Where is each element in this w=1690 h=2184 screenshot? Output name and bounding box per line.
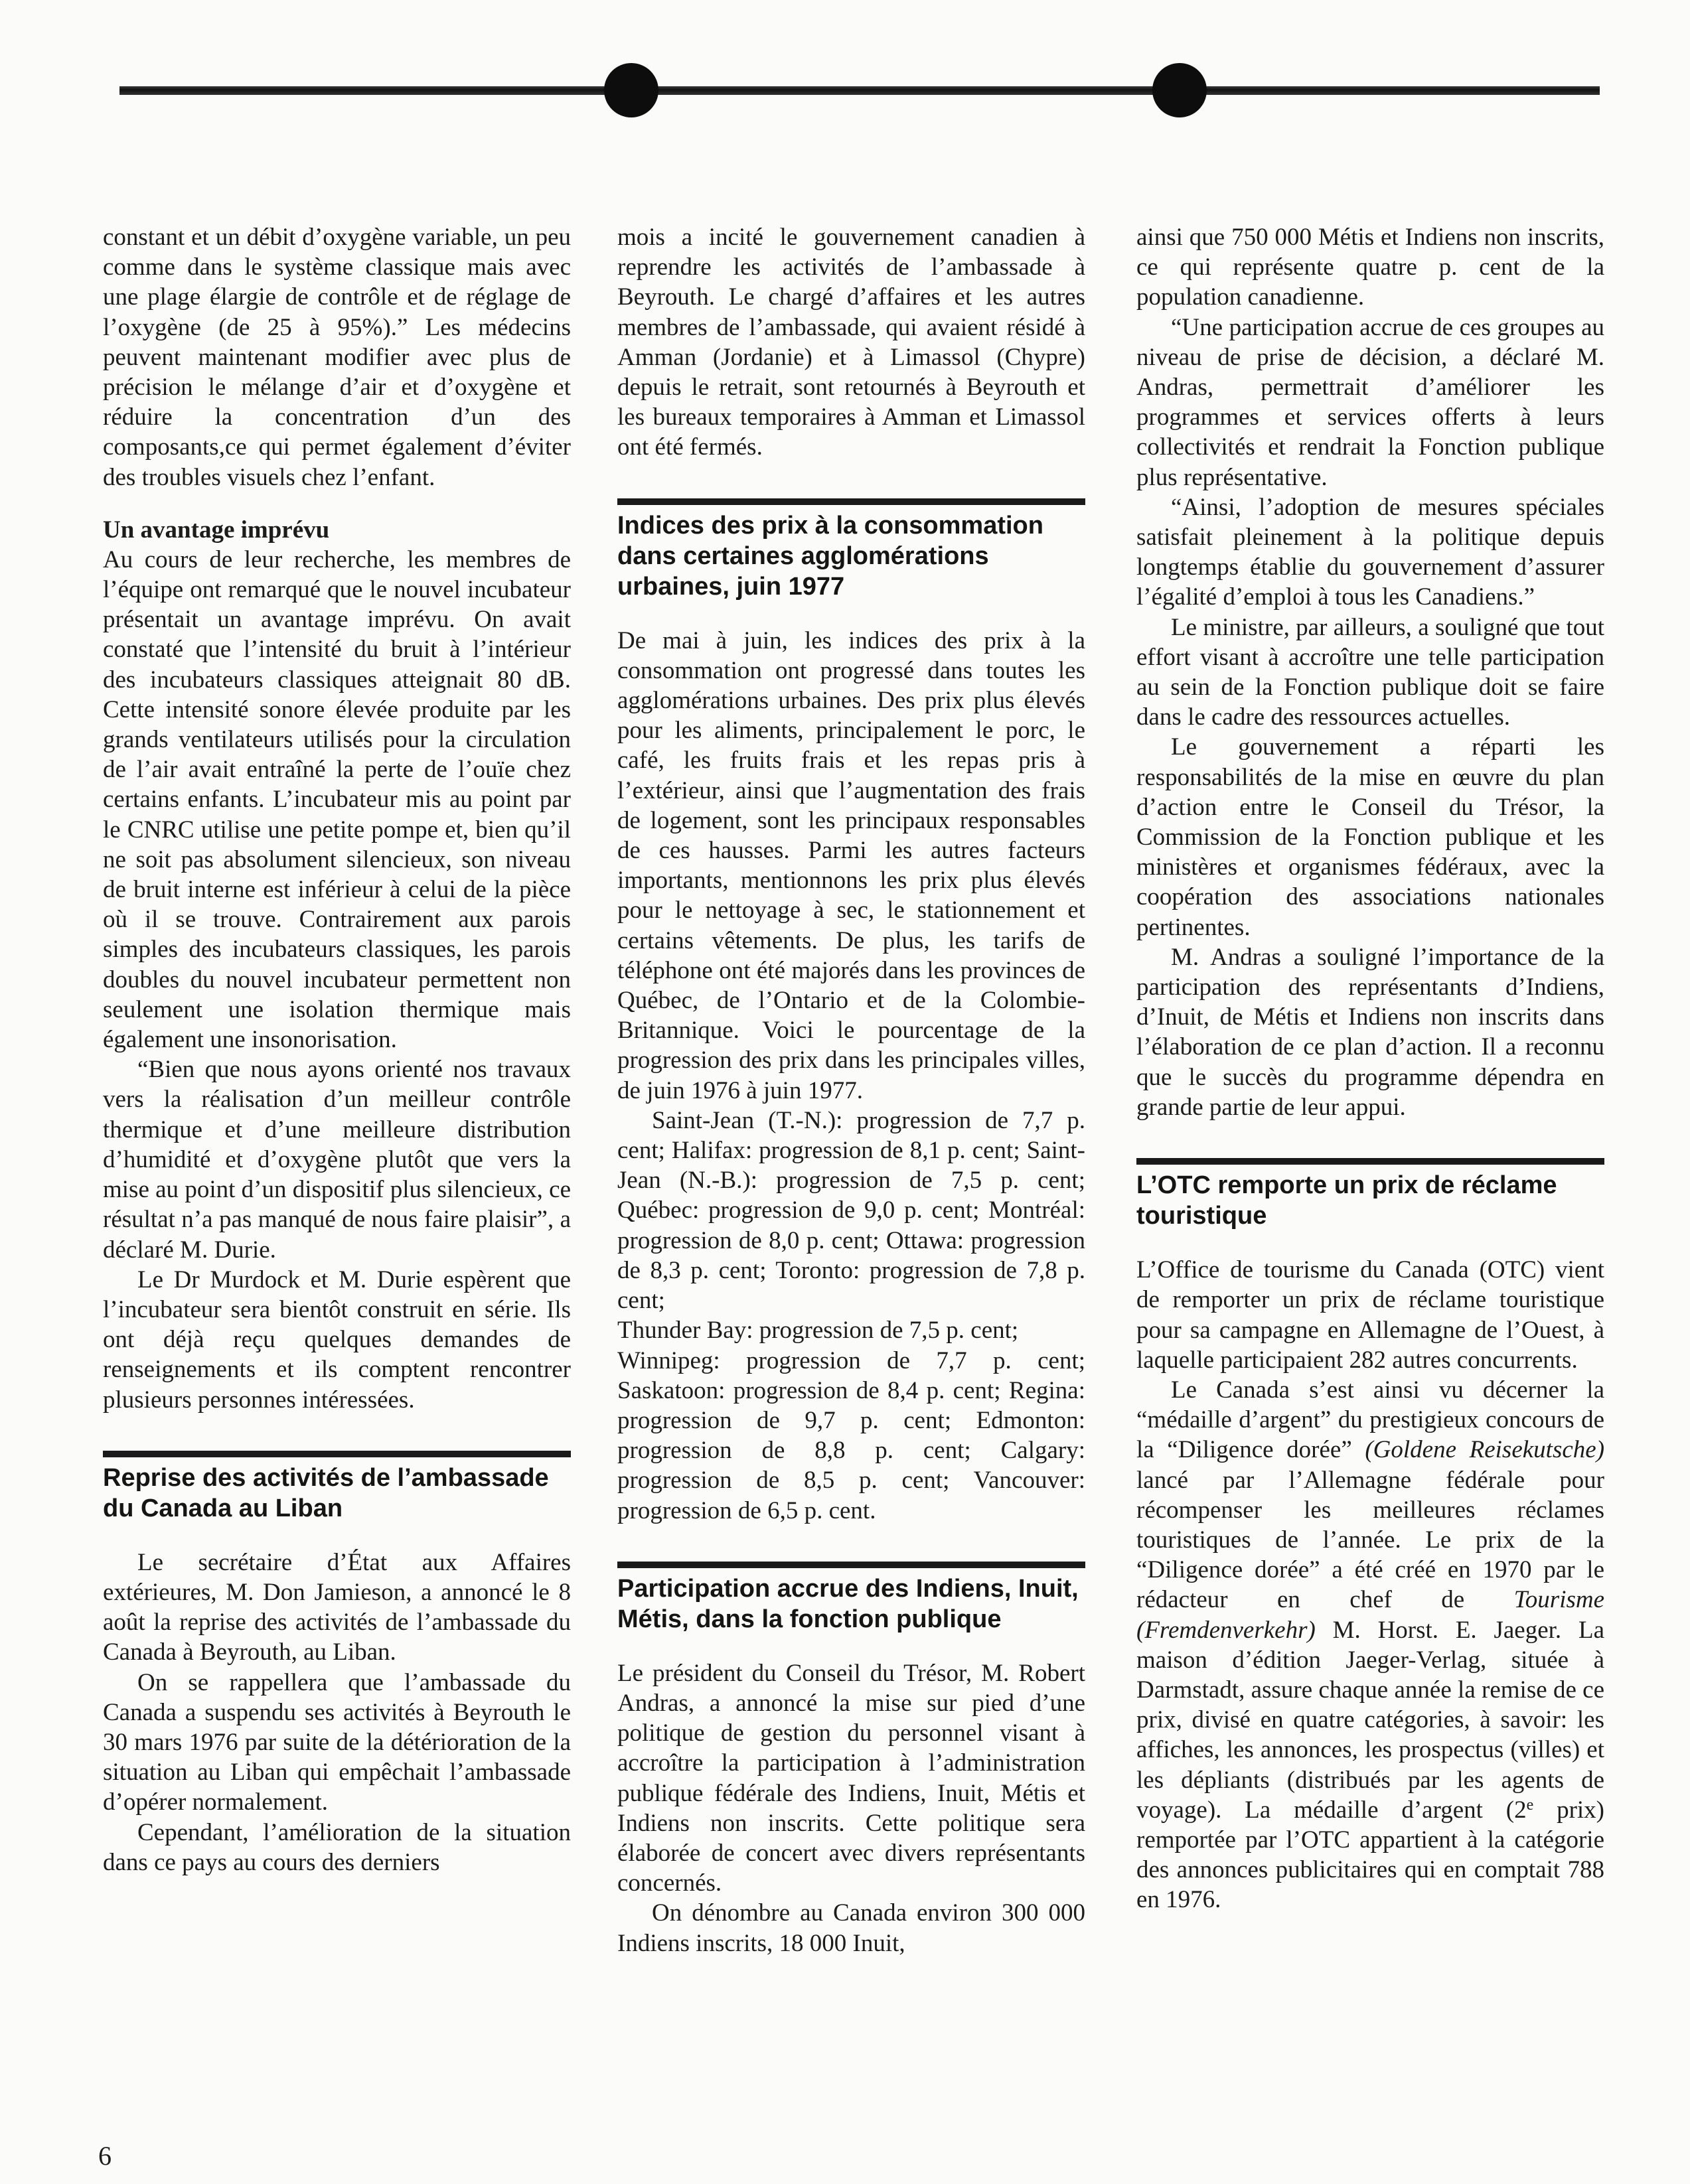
paragraph: “Une participation accrue de ces groupes au niveau de prise de décision, a déclaré M. Andras, permettrait d’améliorer les programmes et services offerts à leurs collectivités et rendrait la Fonction publique plus représentative. (1136, 313, 1604, 491)
paragraph: Le ministre, par ailleurs, a souligné que tout effort visant à accroître une telle participation au sein de la Fonction publique doit se faire dans le cadre des ressources actuelles. (1136, 613, 1604, 731)
article-liban (103, 1451, 571, 1877)
article-headline: Indices des prix à la consommation dans certaines agglomérations urbaines, juin 1977 (617, 511, 1043, 601)
superscript: e (1526, 1796, 1534, 1814)
article-headline: L’OTC remporte un prix de réclame touristique (1136, 1171, 1557, 1230)
text-run: lancé par l’Allemagne fédérale pour récompenser les meilleures réclames touristiques de l’année. Le prix de la “Diligence dorée” a été créé en 1970 par le rédacteur en chef de (1136, 1466, 1604, 1614)
header-dot-right (1152, 63, 1207, 117)
text-run: M. Horst. E. Jaeger. La maison d’édition Jaeger-Verlag, située à Darmstadt, assure chaque année la remise de ce prix, divisé en quatre catégories, à savoir: les affiches, les annonces, les prospectus (villes) et les dépliants (distribués par les agents de voyage). La médaille d’argent (2 (1136, 1616, 1604, 1824)
paragraph: “Ainsi, l’adoption de mesures spéciales satisfait pleinement à la politique depuis longtemps établie du gouvernement d’assurer l’égalité d’emploi à tous les Canadiens.” (1136, 493, 1604, 611)
article-headline: Participation accrue des Indiens, Inuit, Métis, dans la fonction publique (617, 1574, 1079, 1633)
section-rule (617, 1562, 1085, 1568)
column-2 (617, 222, 1085, 1958)
paragraph: Le Dr Murdock et M. Durie espèrent que l’incubateur sera bientôt construit en série. Ils ont déjà reçu quelques demandes de renseignements et ils comptent rencontrer plusieurs personnes intéressées. (103, 1266, 571, 1414)
header-rule (119, 86, 1600, 95)
section-rule (1136, 1158, 1604, 1165)
paragraph: Winnipeg: progression de 7,7 p. cent; Saskatoon: progression de 8,4 p. cent; Regina: progression de 9,7 p. cent; Edmonton: progression de 8,8 p. cent; Calgary: progression de 8,5 p. cent; Vancouver: progression de 6,5 p. cent. (617, 1347, 1085, 1524)
paragraph: De mai à juin, les indices des prix à la consommation ont progressé dans toutes les agglomérations urbaines. Des prix plus élevés pour les aliments, principalement le porc, le café, les fruits frais et les repas pris à l’extérieur, ainsi que l’augmentation des frais de logement, sont les principaux responsables de ces hausses. Parmi les autres facteurs importants, mentionnons les prix plus élevés pour le nettoyage à sec, le stationnement et certains vêtements. De plus, les tarifs de téléphone ont été majorés dans les provinces de Québec, de l’Ontario et de la Colombie-Britannique. Voici le pourcentage de la progression des prix dans les principales villes, de juin 1976 à juin 1977. (617, 626, 1085, 1104)
italic-title: (Goldene Reisekutsche) (1365, 1436, 1605, 1464)
subheading: Un avantage imprévu (103, 516, 330, 544)
header-dot-left (604, 63, 658, 117)
section-rule (617, 498, 1085, 505)
article-otc (1136, 1158, 1604, 1915)
page-number: 6 (98, 2141, 112, 2171)
article-headline: Reprise des activités de l’ambassade du Canada au Liban (103, 1463, 549, 1522)
text-run: Le Canada s’est ainsi vu décerner la “médaille d’argent” du prestigieux concours de la “Diligence dorée” (1136, 1376, 1604, 1464)
paragraph (1136, 1375, 1604, 1915)
italic-title: Tourisme (Fremdenverkehr) (1136, 1586, 1605, 1644)
text-run: prix) remportée par l’OTC appartient à la catégorie des annonces publicitaires qui en comptait 788 en 1976. (1136, 1796, 1605, 1914)
paragraph: Le gouvernement a réparti les responsabilités de la mise en œuvre du plan d’action entre le Conseil du Trésor, la Commission de la Fonction publique et les ministères et organismes fédéraux, avec la coopération des associations nationales pertinentes. (1136, 733, 1604, 941)
paragraph: constant et un débit d’oxygène variable, un peu comme dans le système classique mais avec une plage élargie de contrôle et de réglage de l’oxygène (de 25 à 95%).” Les médecins peuvent maintenant modifier avec plus de précision le mélange d’air et d’oxygène et réduire la concentration d’un des composants,ce qui permet également d’éviter des troubles visuels chez l’enfant. (103, 224, 571, 491)
paragraph: Le secrétaire d’État aux Affaires extérieures, M. Don Jamieson, a annoncé le 8 août la reprise des activités de l’ambassade du Canada à Beyrouth, au Liban. (103, 1548, 571, 1666)
paragraph: L’Office de tourisme du Canada (OTC) vient de remporter un prix de réclame touristique pour sa campagne en Allemagne de l’Ouest, à laquelle participaient 282 autres concurrents. (1136, 1256, 1604, 1374)
paragraph: Au cours de leur recherche, les membres de l’équipe ont remarqué que le nouvel incubateur présentait un avantage imprévu. On avait constaté que l’intensité du bruit à l’intérieur des incubateurs classiques atteignait 80 dB. Cette intensité sonore élevée produite par les grands ventilateurs utilisés pour la circulation de l’air avait entraîné la perte de l’ouïe chez certains enfants. L’incubateur mis au point par le CNRC utilise une petite pompe et, bien qu’il ne soit pas absolument silencieux, son niveau de bruit interne est inférieur à celui de la pièce où il se trouve. Contrairement aux parois simples des incubateurs classiques, les parois doubles du nouvel incubateur permettent non seulement une isolation thermique mais également une insonorisation. (103, 546, 571, 1054)
paragraph: Le président du Conseil du Trésor, M. Robert Andras, a annoncé la mise sur pied d’une politique de gestion du personnel visant à accroître la participation à l’administration publique fédérale des Indiens, Inuit, Métis et Indiens non inscrits. Cette politique sera élaborée de concert avec divers représentants concernés. (617, 1659, 1085, 1897)
paragraph: M. Andras a souligné l’importance de la participation des représentants d’Indiens, d’Inuit, de Métis et Indiens non inscrits dans l’élaboration de ce plan d’action. Il a reconnu que le succès du programme dépendra en grande partie de leur appui. (1136, 943, 1604, 1121)
paragraph: On se rappellera que l’ambassade du Canada a suspendu ses activités à Beyrouth le 30 mars 1976 par suite de la détérioration de la situation au Liban qui empêchait l’ambassade d’opérer normalement. (103, 1668, 571, 1816)
article-participation (617, 1562, 1085, 1958)
section-rule (103, 1451, 571, 1457)
column-1 (103, 222, 571, 1877)
paragraph: Thunder Bay: progression de 7,5 p. cent; (617, 1317, 1019, 1345)
column-3 (1136, 222, 1604, 1915)
paragraph: Cependant, l’amélioration de la situation dans ce pays au cours des derniers (103, 1818, 571, 1876)
paragraph: ainsi que 750 000 Métis et Indiens non inscrits, ce qui représente quatre p. cent de la population canadienne. (1136, 224, 1604, 311)
paragraph: “Bien que nous ayons orienté nos travaux vers la réalisation d’un meilleur contrôle thermique et d’une meilleure distribution d’humidité et d’oxygène plutôt que vers la mise au point d’un dispositif plus silencieux, ce résultat n’a pas manqué de nous faire plaisir”, a déclaré M. Durie. (103, 1056, 571, 1264)
paragraph: On dénombre au Canada environ 300 000 Indiens inscrits, 18 000 Inuit, (617, 1899, 1085, 1957)
paragraph: mois a incité le gouvernement canadien à reprendre les activités de l’ambassade à Beyrouth. Le chargé d’affaires et les autres membres de l’ambassade, qui avaient résidé à Amman (Jordanie) et à Limassol (Chypre) depuis le retrait, sont retournés à Beyrouth et les bureaux temporaires à Amman et Limassol ont été fermés. (617, 224, 1085, 461)
paragraph: Saint-Jean (T.-N.): progression de 7,7 p. cent; Halifax: progression de 8,1 p. cent; Saint-Jean (N.-B.): progression de 7,5 p. cent; Québec: progression de 9,0 p. cent; Montréal: progression de 8,0 p. cent; Ottawa: progression de 8,3 p. cent; Toronto: progression de 7,8 p. cent; (617, 1106, 1085, 1315)
article-indices (617, 498, 1085, 1526)
